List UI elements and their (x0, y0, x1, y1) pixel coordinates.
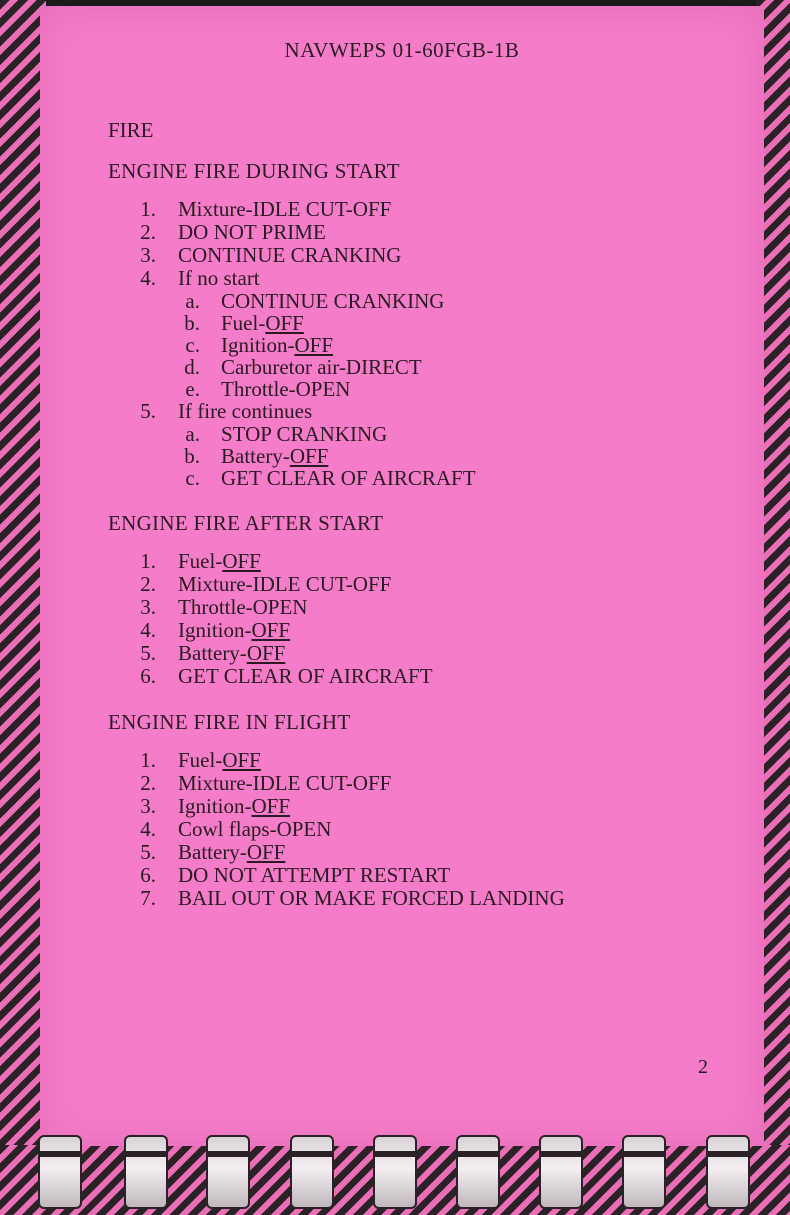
checklist-item (108, 818, 748, 841)
subitem-action: Ignition- (221, 333, 295, 357)
subitem-text (221, 312, 304, 334)
subitem-letter: c. (185, 333, 200, 357)
item-number: 2. (140, 572, 156, 596)
item-action: DO NOT ATTEMPT RESTART (178, 863, 451, 887)
checklist-item (108, 198, 748, 221)
checklist-subitem (108, 356, 748, 378)
checklist-subitem (108, 312, 748, 334)
subitem-setting: OFF (289, 444, 329, 468)
checklist-item (108, 642, 748, 665)
binding-ring (38, 1135, 82, 1209)
subitem-text (221, 467, 476, 489)
subitem-letter: b. (184, 444, 200, 468)
subitem-text (221, 334, 333, 356)
item-action: BAIL OUT OR MAKE FORCED LANDING (178, 886, 565, 910)
section-title: ENGINE FIRE DURING START (108, 159, 400, 183)
checklist-page (40, 6, 764, 1146)
subitem-text (221, 445, 328, 467)
item-text (178, 244, 401, 267)
item-action: CONTINUE CRANKING (178, 243, 402, 267)
item-action: Cowl flaps-OPEN (178, 817, 332, 841)
subitem-action: STOP CRANKING (221, 422, 388, 446)
subitem-action: CONTINUE CRANKING (221, 289, 445, 313)
checklist-item (108, 619, 748, 642)
item-number: 3. (140, 595, 156, 619)
item-text (178, 573, 391, 596)
item-setting: OFF (251, 618, 291, 642)
checklist-item (108, 244, 748, 267)
subitem-text (221, 423, 387, 445)
binding-ring (206, 1135, 250, 1209)
item-action: Mixture-IDLE CUT-OFF (178, 572, 392, 596)
item-text (178, 198, 391, 221)
item-text (178, 400, 312, 423)
item-text (178, 550, 261, 573)
item-number: 4. (140, 618, 156, 642)
item-number: 1. (140, 197, 156, 221)
checklist-item (108, 665, 748, 688)
item-setting: OFF (246, 840, 286, 864)
item-setting: OFF (222, 748, 261, 772)
binding-ring (124, 1135, 168, 1209)
section-title: ENGINE FIRE IN FLIGHT (108, 710, 351, 734)
subitem-letter: e. (185, 377, 200, 401)
item-number: 5. (140, 641, 156, 665)
item-action: If fire continues (178, 399, 313, 423)
item-action: Battery- (178, 840, 247, 864)
binding-ring (373, 1135, 417, 1209)
item-number: 3. (140, 794, 156, 818)
subitem-action: Battery- (221, 444, 290, 468)
item-action: Battery- (178, 641, 247, 665)
document-number: NAVWEPS 01-60FGB-1B (284, 38, 520, 62)
binding-ring (622, 1135, 666, 1209)
binding-ring (539, 1135, 583, 1209)
subitem-action: Carburetor air-DIRECT (221, 355, 422, 379)
item-text (178, 267, 260, 290)
item-number: 5. (140, 399, 156, 423)
checklist-item (108, 221, 748, 244)
checklist-item (108, 887, 748, 910)
item-number: 2. (140, 220, 156, 244)
checklist-item (108, 841, 748, 864)
item-action: Ignition- (178, 618, 252, 642)
item-text (178, 596, 307, 619)
checklist-item (108, 573, 748, 596)
subitem-letter: a. (185, 289, 200, 313)
subitem-text (221, 378, 350, 400)
checklist-item (108, 596, 748, 619)
binding-ring (290, 1135, 334, 1209)
item-text (178, 619, 290, 642)
checklist-list (108, 198, 748, 489)
item-action: If no start (178, 266, 260, 290)
item-text (178, 642, 285, 665)
item-setting: OFF (251, 794, 291, 818)
item-text (178, 818, 331, 841)
spiral-binding (0, 1140, 790, 1215)
item-number: 6. (140, 664, 156, 688)
subitem-letter: b. (184, 311, 200, 335)
checklist-item (108, 749, 748, 772)
item-action: Fuel- (178, 549, 223, 573)
item-text (178, 221, 326, 244)
item-setting: OFF (246, 641, 286, 665)
checklist-item (108, 772, 748, 795)
checklist-list (108, 550, 748, 688)
section-title: ENGINE FIRE AFTER START (108, 511, 384, 535)
checklist-subitem (108, 378, 748, 400)
item-action: Fuel- (178, 748, 223, 772)
checklist-subitem (108, 467, 748, 489)
page-title: FIRE (108, 118, 154, 142)
checklist-subitem (108, 423, 748, 445)
item-number: 3. (140, 243, 156, 267)
checklist-subitem (108, 445, 748, 467)
subitem-action: GET CLEAR OF AIRCRAFT (221, 466, 476, 490)
subitem-setting: OFF (265, 311, 304, 335)
item-action: Mixture-IDLE CUT-OFF (178, 197, 392, 221)
item-number: 6. (140, 863, 156, 887)
checklist-list (108, 749, 748, 910)
item-number: 7. (140, 886, 156, 910)
checklist-item (108, 267, 748, 290)
item-text (178, 772, 391, 795)
binding-ring (706, 1135, 750, 1209)
item-number: 5. (140, 840, 156, 864)
subitem-text (221, 356, 422, 378)
subitem-setting: OFF (294, 333, 334, 357)
subitem-action: Fuel- (221, 311, 266, 335)
item-action: GET CLEAR OF AIRCRAFT (178, 664, 433, 688)
item-text (178, 841, 285, 864)
item-number: 2. (140, 771, 156, 795)
subitem-text (221, 290, 444, 312)
item-number: 4. (140, 266, 156, 290)
checklist-content (108, 118, 748, 932)
item-setting: OFF (222, 549, 261, 573)
item-action: DO NOT PRIME (178, 220, 326, 244)
checklist-item (108, 400, 748, 423)
checklist-subitem (108, 290, 748, 312)
subitem-letter: c. (185, 466, 200, 490)
binding-ring (456, 1135, 500, 1209)
item-number: 1. (140, 748, 156, 772)
checklist-item (108, 550, 748, 573)
item-text (178, 864, 450, 887)
subitem-letter: d. (184, 355, 200, 379)
checklist-item (108, 864, 748, 887)
page-number: 2 (698, 1056, 708, 1078)
item-number: 1. (140, 549, 156, 573)
subitem-action: Throttle-OPEN (221, 377, 351, 401)
item-action: Ignition- (178, 794, 252, 818)
item-text (178, 749, 261, 772)
checklist-item (108, 795, 748, 818)
checklist-sections (108, 159, 748, 910)
item-text (178, 665, 433, 688)
item-action: Throttle-OPEN (178, 595, 308, 619)
item-text (178, 795, 290, 818)
item-text (178, 887, 565, 910)
item-action: Mixture-IDLE CUT-OFF (178, 771, 392, 795)
item-number: 4. (140, 817, 156, 841)
subitem-letter: a. (185, 422, 200, 446)
checklist-subitem (108, 334, 748, 356)
